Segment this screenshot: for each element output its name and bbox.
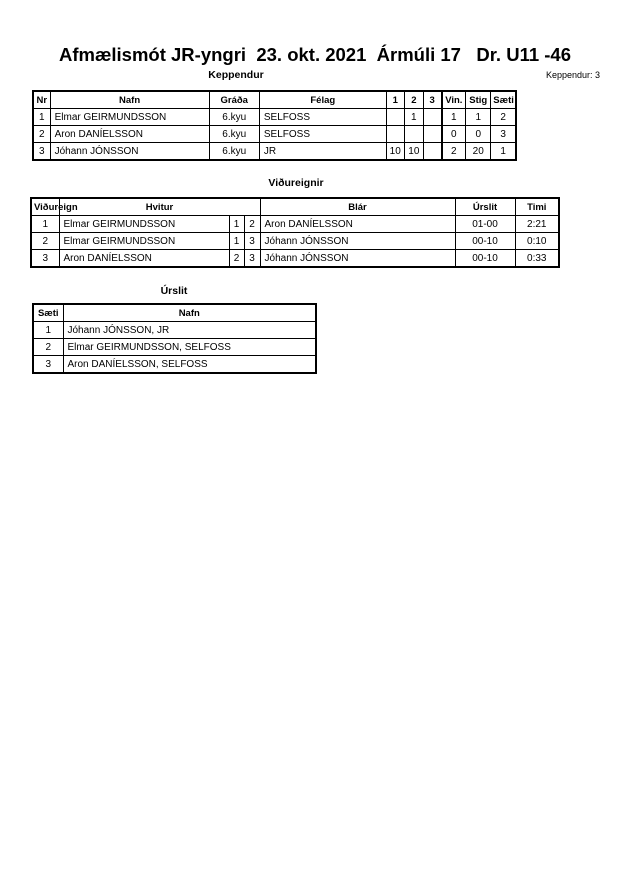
cell-urslit: 01-00 [455, 216, 515, 233]
cell-hvitur: Aron DANÍELSSON [59, 250, 229, 268]
col-felag: Félag [259, 91, 386, 109]
cell-nr: 3 [33, 143, 50, 161]
col-vin: Vin. [442, 91, 466, 109]
keppendur-table [32, 90, 517, 161]
cell-round-2: 10 [404, 143, 423, 161]
keppendur-header-row [33, 91, 516, 109]
cell-vin: 0 [442, 126, 466, 143]
cell-round-1: 10 [386, 143, 404, 161]
cell-nafn: Elmar GEIRMUNDSSON [50, 109, 209, 126]
cell-grada: 6.kyu [209, 126, 259, 143]
cell-nafn: Aron DANÍELSSON, SELFOSS [63, 356, 316, 374]
cell-round-2: 1 [404, 109, 423, 126]
cell-hvitur-nr: 2 [229, 250, 244, 268]
cell-stig: 20 [466, 143, 491, 161]
cell-round-3 [423, 126, 441, 143]
col-round-2: 2 [404, 91, 423, 109]
cell-urslit: 00-10 [455, 250, 515, 268]
cell-hvitur-nr: 1 [229, 233, 244, 250]
table-row [33, 322, 316, 339]
cell-nafn: Jóhann JÓNSSON, JR [63, 322, 316, 339]
cell-stig: 1 [466, 109, 491, 126]
keppendur-count: Keppendur: 3 [545, 70, 600, 80]
col-round-1: 1 [386, 91, 404, 109]
cell-round-1 [386, 109, 404, 126]
cell-nr: 1 [31, 216, 59, 233]
cell-timi: 0:33 [515, 250, 559, 268]
cell-grada: 6.kyu [209, 143, 259, 161]
table-row [31, 233, 559, 250]
table-row [31, 216, 559, 233]
cell-hvitur: Elmar GEIRMUNDSSON [59, 233, 229, 250]
cell-hvitur: Elmar GEIRMUNDSSON [59, 216, 229, 233]
table-row [33, 143, 516, 161]
cell-nafn: Jóhann JÓNSSON [50, 143, 209, 161]
table-row [33, 356, 316, 374]
keppendur-heading: Keppendur [208, 69, 264, 81]
vidureignir-heading: Viðureignir [268, 177, 324, 189]
vidureignir-header-row [31, 198, 559, 216]
cell-stig: 0 [466, 126, 491, 143]
cell-saeti: 2 [33, 339, 63, 356]
cell-saeti: 1 [33, 322, 63, 339]
cell-saeti: 1 [491, 143, 516, 161]
cell-saeti: 3 [33, 356, 63, 374]
col-saeti: Sæti [491, 91, 516, 109]
cell-nafn: Elmar GEIRMUNDSSON, SELFOSS [63, 339, 316, 356]
cell-timi: 0:10 [515, 233, 559, 250]
cell-nafn: Aron DANÍELSSON [50, 126, 209, 143]
cell-blar-nr: 2 [244, 216, 260, 233]
col-blar: Blár [260, 198, 455, 216]
cell-urslit: 00-10 [455, 233, 515, 250]
col-nr: Nr [33, 91, 50, 109]
cell-grada: 6.kyu [209, 109, 259, 126]
col-urslit: Úrslit [455, 198, 515, 216]
cell-blar-nr: 3 [244, 233, 260, 250]
col-nafn: Nafn [63, 304, 316, 322]
cell-blar: Jóhann JÓNSSON [260, 250, 455, 268]
cell-round-2 [404, 126, 423, 143]
col-stig: Stig [466, 91, 491, 109]
cell-felag: JR [259, 143, 386, 161]
urslit-table [32, 303, 317, 374]
cell-vin: 1 [442, 109, 466, 126]
col-vidureign: Viðureign [31, 198, 59, 216]
urslit-header-row [33, 304, 316, 322]
cell-nr: 2 [33, 126, 50, 143]
cell-felag: SELFOSS [259, 126, 386, 143]
col-timi: Timi [515, 198, 559, 216]
cell-vin: 2 [442, 143, 466, 161]
vidureignir-table [30, 197, 560, 268]
cell-round-3 [423, 143, 441, 161]
cell-blar-nr: 3 [244, 250, 260, 268]
cell-blar: Aron DANÍELSSON [260, 216, 455, 233]
cell-saeti: 3 [491, 126, 516, 143]
cell-blar: Jóhann JÓNSSON [260, 233, 455, 250]
col-saeti: Sæti [33, 304, 63, 322]
cell-hvitur-nr: 1 [229, 216, 244, 233]
table-row [33, 109, 516, 126]
col-nafn: Nafn [50, 91, 209, 109]
cell-nr: 3 [31, 250, 59, 268]
cell-timi: 2:21 [515, 216, 559, 233]
cell-felag: SELFOSS [259, 109, 386, 126]
table-row [31, 250, 559, 268]
cell-nr: 2 [31, 233, 59, 250]
col-hvitur: Hvitur [59, 198, 260, 216]
col-round-3: 3 [423, 91, 441, 109]
table-row [33, 339, 316, 356]
cell-nr: 1 [33, 109, 50, 126]
col-grada: Gráða [209, 91, 259, 109]
cell-round-1 [386, 126, 404, 143]
page-title: Afmælismót JR-yngri 23. okt. 2021 Ármúli 17 Dr. U11 -46 [58, 44, 572, 65]
cell-round-3 [423, 109, 441, 126]
table-row [33, 126, 516, 143]
cell-saeti: 2 [491, 109, 516, 126]
urslit-heading: Úrslit [160, 285, 188, 297]
